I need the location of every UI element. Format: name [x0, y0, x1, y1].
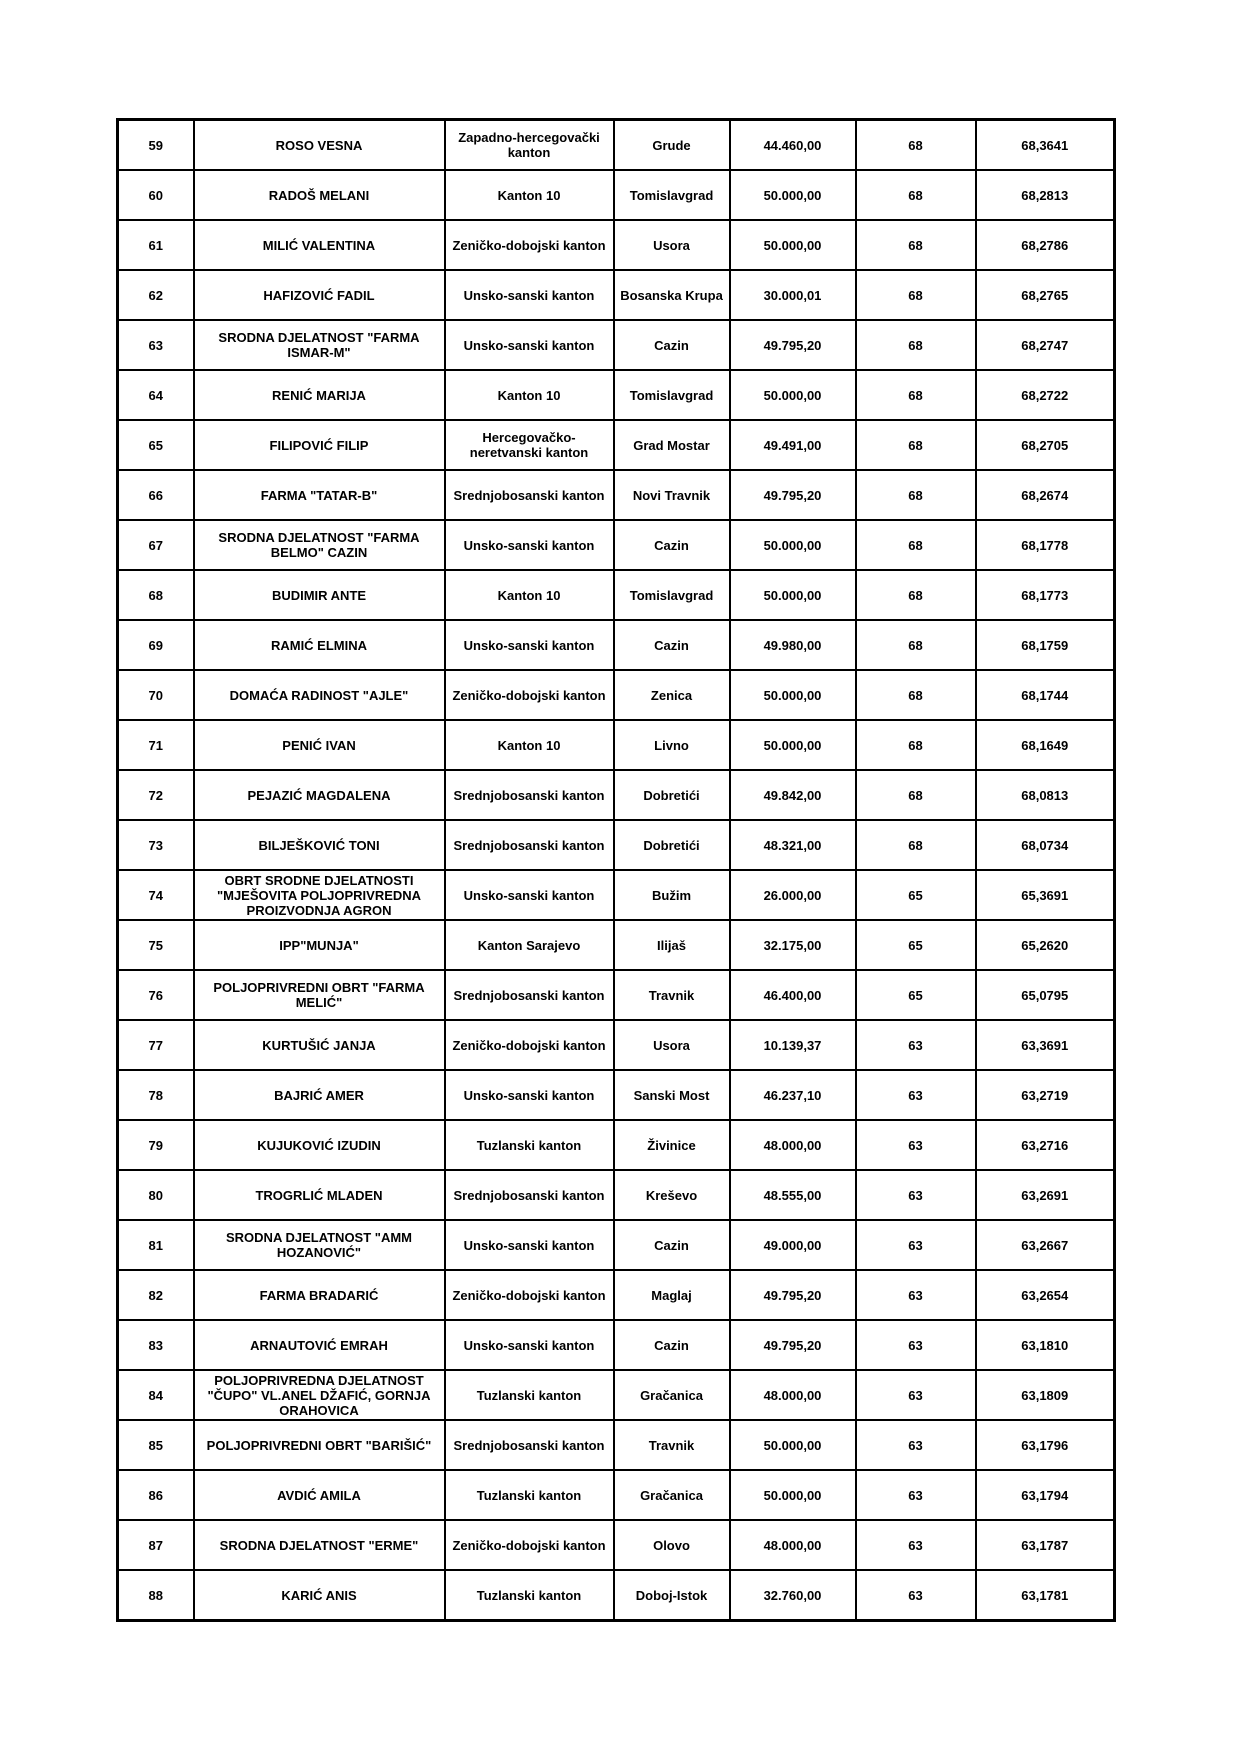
table-cell: 77 [118, 1020, 194, 1070]
table-cell: 48.000,00 [730, 1370, 856, 1420]
table-cell: 50.000,00 [730, 1420, 856, 1470]
table-cell: 63,1794 [976, 1470, 1115, 1520]
table-row [118, 720, 1115, 770]
table-row [118, 220, 1115, 270]
table-cell: PENIĆ IVAN [194, 720, 445, 770]
table-cell: Bužim [614, 870, 730, 920]
table-cell: 65 [118, 420, 194, 470]
table-row [118, 820, 1115, 870]
table-cell: Unsko-sanski kanton [445, 270, 614, 320]
table-cell: 88 [118, 1570, 194, 1621]
table-cell: 86 [118, 1470, 194, 1520]
table-cell: Srednjobosanski kanton [445, 770, 614, 820]
table-cell: Cazin [614, 320, 730, 370]
table-cell: Bosanska Krupa [614, 270, 730, 320]
table-cell: 68,2747 [976, 320, 1115, 370]
table-cell: 68,2765 [976, 270, 1115, 320]
table-cell: 50.000,00 [730, 1470, 856, 1520]
table-cell: Hercegovačko-neretvanski kanton [445, 420, 614, 470]
table-row [118, 1220, 1115, 1270]
table-row [118, 320, 1115, 370]
table-cell: 74 [118, 870, 194, 920]
table-cell: 63 [856, 1220, 976, 1270]
table-cell: DOMAĆA RADINOST "AJLE" [194, 670, 445, 720]
table-cell: 68 [856, 320, 976, 370]
table-cell: 63,1781 [976, 1570, 1115, 1621]
table-cell: 63,3691 [976, 1020, 1115, 1070]
table-cell: Tuzlanski kanton [445, 1120, 614, 1170]
table-cell: 50.000,00 [730, 720, 856, 770]
table-cell: IPP"MUNJA" [194, 920, 445, 970]
table-cell: Usora [614, 220, 730, 270]
table-cell: 49.795,20 [730, 1270, 856, 1320]
table-cell: AVDIĆ AMILA [194, 1470, 445, 1520]
table-cell: 76 [118, 970, 194, 1020]
table-cell: 68,1759 [976, 620, 1115, 670]
table-cell: Grude [614, 120, 730, 171]
table-cell: Kanton 10 [445, 370, 614, 420]
table-cell: 68 [856, 620, 976, 670]
table-cell: SRODNA DJELATNOST "FARMA BELMO" CAZIN [194, 520, 445, 570]
table-cell: 49.795,20 [730, 1320, 856, 1370]
table-row [118, 670, 1115, 720]
table-cell: 64 [118, 370, 194, 420]
table-cell: Tomislavgrad [614, 370, 730, 420]
table-cell: Cazin [614, 1320, 730, 1370]
table-cell: Olovo [614, 1520, 730, 1570]
table-row [118, 1020, 1115, 1070]
table-cell: RENIĆ MARIJA [194, 370, 445, 420]
table-cell: 70 [118, 670, 194, 720]
table-cell: Usora [614, 1020, 730, 1070]
table-cell: 68,3641 [976, 120, 1115, 171]
table-cell: Grad Mostar [614, 420, 730, 470]
table-row [118, 270, 1115, 320]
table-cell: Cazin [614, 1220, 730, 1270]
table-cell: 61 [118, 220, 194, 270]
table-cell: ARNAUTOVIĆ EMRAH [194, 1320, 445, 1370]
table-cell: 65 [856, 970, 976, 1020]
table-cell: KUJUKOVIĆ IZUDIN [194, 1120, 445, 1170]
table-row [118, 1270, 1115, 1320]
table-cell: SRODNA DJELATNOST "FARMA ISMAR-M" [194, 320, 445, 370]
table-row [118, 520, 1115, 570]
table-cell: Unsko-sanski kanton [445, 520, 614, 570]
table-cell: Zeničko-dobojski kanton [445, 1020, 614, 1070]
table-cell: KARIĆ ANIS [194, 1570, 445, 1621]
table-cell: Unsko-sanski kanton [445, 1220, 614, 1270]
table-cell: Travnik [614, 970, 730, 1020]
table-cell: Zeničko-dobojski kanton [445, 220, 614, 270]
table-cell: 63 [856, 1120, 976, 1170]
table-cell: 82 [118, 1270, 194, 1320]
table-cell: POLJOPRIVREDNA DJELATNOST "ČUPO" VL.ANEL DŽAFIĆ, GORNJA ORAHOVICA [194, 1370, 445, 1420]
table-cell: 60 [118, 170, 194, 220]
table-cell: Maglaj [614, 1270, 730, 1320]
table-cell: 68,2813 [976, 170, 1115, 220]
table-row [118, 1170, 1115, 1220]
table-cell: 66 [118, 470, 194, 520]
table-cell: 30.000,01 [730, 270, 856, 320]
table-cell: Cazin [614, 520, 730, 570]
table-cell: 68 [856, 170, 976, 220]
table-cell: 68,2674 [976, 470, 1115, 520]
table-cell: 68 [856, 670, 976, 720]
table-cell: RADOŠ MELANI [194, 170, 445, 220]
table-cell: 65,2620 [976, 920, 1115, 970]
table-cell: 68 [856, 120, 976, 171]
table-cell: Ilijaš [614, 920, 730, 970]
table-row [118, 570, 1115, 620]
table-row [118, 120, 1115, 171]
table-cell: 65,0795 [976, 970, 1115, 1020]
table-cell: FILIPOVIĆ FILIP [194, 420, 445, 470]
table-cell: 48.555,00 [730, 1170, 856, 1220]
table-cell: Dobretići [614, 770, 730, 820]
table-cell: 65,3691 [976, 870, 1115, 920]
table-cell: 49.000,00 [730, 1220, 856, 1270]
table-cell: Srednjobosanski kanton [445, 820, 614, 870]
table-cell: 50.000,00 [730, 570, 856, 620]
table-cell: MILIĆ VALENTINA [194, 220, 445, 270]
table-cell: 68,2705 [976, 420, 1115, 470]
table-cell: Zapadno-hercegovački kanton [445, 120, 614, 171]
table-cell: 44.460,00 [730, 120, 856, 171]
table-row [118, 1370, 1115, 1420]
table-cell: 63,1787 [976, 1520, 1115, 1570]
table-row [118, 620, 1115, 670]
table-cell: Unsko-sanski kanton [445, 320, 614, 370]
table-row [118, 870, 1115, 920]
table-cell: 59 [118, 120, 194, 171]
table-cell: 68 [856, 420, 976, 470]
table-cell: Tuzlanski kanton [445, 1470, 614, 1520]
table-cell: BILJEŠKOVIĆ TONI [194, 820, 445, 870]
table-cell: 50.000,00 [730, 670, 856, 720]
table-cell: Kanton 10 [445, 170, 614, 220]
table-cell: 49.795,20 [730, 320, 856, 370]
table-cell: TROGRLIĆ MLADEN [194, 1170, 445, 1220]
table-cell: 62 [118, 270, 194, 320]
table-cell: 63,2691 [976, 1170, 1115, 1220]
table-cell: Unsko-sanski kanton [445, 870, 614, 920]
table-row [118, 470, 1115, 520]
table-cell: 68 [856, 520, 976, 570]
table-cell: Novi Travnik [614, 470, 730, 520]
table-cell: 32.760,00 [730, 1570, 856, 1621]
table-cell: 46.400,00 [730, 970, 856, 1020]
table-cell: Tuzlanski kanton [445, 1370, 614, 1420]
table-cell: 63 [856, 1570, 976, 1621]
table-cell: 72 [118, 770, 194, 820]
table-cell: Srednjobosanski kanton [445, 970, 614, 1020]
table-cell: Dobretići [614, 820, 730, 870]
table-cell: 63,2654 [976, 1270, 1115, 1320]
table-cell: 68 [856, 220, 976, 270]
table-cell: 50.000,00 [730, 370, 856, 420]
table-cell: 46.237,10 [730, 1070, 856, 1120]
table-cell: RAMIĆ ELMINA [194, 620, 445, 670]
table-row [118, 920, 1115, 970]
table-cell: 87 [118, 1520, 194, 1570]
table-cell: 49.795,20 [730, 470, 856, 520]
table-cell: 79 [118, 1120, 194, 1170]
table-cell: 80 [118, 1170, 194, 1220]
table-cell: 63,2667 [976, 1220, 1115, 1270]
table-cell: 68 [856, 270, 976, 320]
table-cell: Gračanica [614, 1370, 730, 1420]
table-cell: 85 [118, 1420, 194, 1470]
table-cell: 48.321,00 [730, 820, 856, 870]
table-cell: 71 [118, 720, 194, 770]
table-cell: POLJOPRIVREDNI OBRT "FARMA MELIĆ" [194, 970, 445, 1020]
table-cell: 68,1773 [976, 570, 1115, 620]
table-cell: Tuzlanski kanton [445, 1570, 614, 1621]
table-cell: 49.491,00 [730, 420, 856, 470]
table-row [118, 1520, 1115, 1570]
table-cell: ROSO VESNA [194, 120, 445, 171]
results-table-body [118, 120, 1115, 1621]
table-cell: BUDIMIR ANTE [194, 570, 445, 620]
table-cell: Zeničko-dobojski kanton [445, 1520, 614, 1570]
table-cell: 68,1778 [976, 520, 1115, 570]
table-cell: Kanton Sarajevo [445, 920, 614, 970]
table-row [118, 420, 1115, 470]
table-cell: 83 [118, 1320, 194, 1370]
table-row [118, 1570, 1115, 1621]
table-cell: Travnik [614, 1420, 730, 1470]
table-cell: Kreševo [614, 1170, 730, 1220]
table-cell: Srednjobosanski kanton [445, 470, 614, 520]
table-cell: 68,0813 [976, 770, 1115, 820]
table-row [118, 1120, 1115, 1170]
table-cell: 84 [118, 1370, 194, 1420]
table-cell: 63,1809 [976, 1370, 1115, 1420]
table-row [118, 170, 1115, 220]
table-cell: 63 [856, 1420, 976, 1470]
table-row [118, 370, 1115, 420]
table-cell: Doboj-Istok [614, 1570, 730, 1621]
table-cell: 63 [856, 1170, 976, 1220]
table-cell: Unsko-sanski kanton [445, 620, 614, 670]
table-cell: 65 [856, 920, 976, 970]
table-cell: 63 [856, 1270, 976, 1320]
table-cell: 50.000,00 [730, 520, 856, 570]
table-cell: 68 [856, 770, 976, 820]
table-cell: 63 [856, 1070, 976, 1120]
table-cell: 63,1796 [976, 1420, 1115, 1470]
table-cell: 63,2719 [976, 1070, 1115, 1120]
table-cell: Unsko-sanski kanton [445, 1320, 614, 1370]
table-cell: 81 [118, 1220, 194, 1270]
table-cell: 26.000,00 [730, 870, 856, 920]
table-cell: Živinice [614, 1120, 730, 1170]
table-cell: 63,1810 [976, 1320, 1115, 1370]
table-cell: Zenica [614, 670, 730, 720]
table-cell: 75 [118, 920, 194, 970]
table-cell: KURTUŠIĆ JANJA [194, 1020, 445, 1070]
table-cell: FARMA BRADARIĆ [194, 1270, 445, 1320]
table-cell: 63 [856, 1020, 976, 1070]
table-cell: 63,2716 [976, 1120, 1115, 1170]
table-cell: 67 [118, 520, 194, 570]
table-cell: Sanski Most [614, 1070, 730, 1120]
table-cell: 10.139,37 [730, 1020, 856, 1070]
table-cell: 63 [856, 1520, 976, 1570]
table-cell: Tomislavgrad [614, 570, 730, 620]
table-row [118, 970, 1115, 1020]
table-cell: 63 [856, 1370, 976, 1420]
table-cell: 68,1649 [976, 720, 1115, 770]
table-cell: 68,1744 [976, 670, 1115, 720]
table-cell: Cazin [614, 620, 730, 670]
table-cell: FARMA "TATAR-B" [194, 470, 445, 520]
table-cell: 63 [856, 1320, 976, 1370]
table-cell: 65 [856, 870, 976, 920]
table-cell: Gračanica [614, 1470, 730, 1520]
table-cell: 32.175,00 [730, 920, 856, 970]
table-cell: 68 [118, 570, 194, 620]
table-cell: SRODNA DJELATNOST "AMM HOZANOVIĆ" [194, 1220, 445, 1270]
table-cell: 48.000,00 [730, 1520, 856, 1570]
table-cell: 68 [856, 720, 976, 770]
table-cell: Tomislavgrad [614, 170, 730, 220]
table-cell: 68 [856, 370, 976, 420]
table-cell: 68,0734 [976, 820, 1115, 870]
table-cell: 49.842,00 [730, 770, 856, 820]
table-cell: Livno [614, 720, 730, 770]
table-cell: Zeničko-dobojski kanton [445, 1270, 614, 1320]
table-cell: 48.000,00 [730, 1120, 856, 1170]
table-cell: Zeničko-dobojski kanton [445, 670, 614, 720]
table-cell: Unsko-sanski kanton [445, 1070, 614, 1120]
table-cell: 69 [118, 620, 194, 670]
table-cell: Srednjobosanski kanton [445, 1170, 614, 1220]
table-cell: Kanton 10 [445, 570, 614, 620]
results-table [116, 118, 1116, 1622]
table-cell: SRODNA DJELATNOST "ERME" [194, 1520, 445, 1570]
table-cell: 68,2786 [976, 220, 1115, 270]
table-cell: 50.000,00 [730, 170, 856, 220]
table-row [118, 1320, 1115, 1370]
table-cell: 63 [118, 320, 194, 370]
table-row [118, 770, 1115, 820]
table-cell: 50.000,00 [730, 220, 856, 270]
table-row [118, 1420, 1115, 1470]
table-cell: BAJRIĆ AMER [194, 1070, 445, 1120]
table-cell: Srednjobosanski kanton [445, 1420, 614, 1470]
table-cell: 78 [118, 1070, 194, 1120]
table-row [118, 1470, 1115, 1520]
table-cell: 68,2722 [976, 370, 1115, 420]
table-cell: Kanton 10 [445, 720, 614, 770]
table-cell: POLJOPRIVREDNI OBRT "BARIŠIĆ" [194, 1420, 445, 1470]
table-cell: PEJAZIĆ MAGDALENA [194, 770, 445, 820]
table-cell: 68 [856, 820, 976, 870]
table-cell: 63 [856, 1470, 976, 1520]
table-cell: 73 [118, 820, 194, 870]
table-cell: 68 [856, 570, 976, 620]
table-cell: OBRT SRODNE DJELATNOSTI "MJEŠOVITA POLJOPRIVREDNA PROIZVODNJA AGRON [194, 870, 445, 920]
table-cell: 68 [856, 470, 976, 520]
table-cell: 49.980,00 [730, 620, 856, 670]
table-row [118, 1070, 1115, 1120]
table-cell: HAFIZOVIĆ FADIL [194, 270, 445, 320]
